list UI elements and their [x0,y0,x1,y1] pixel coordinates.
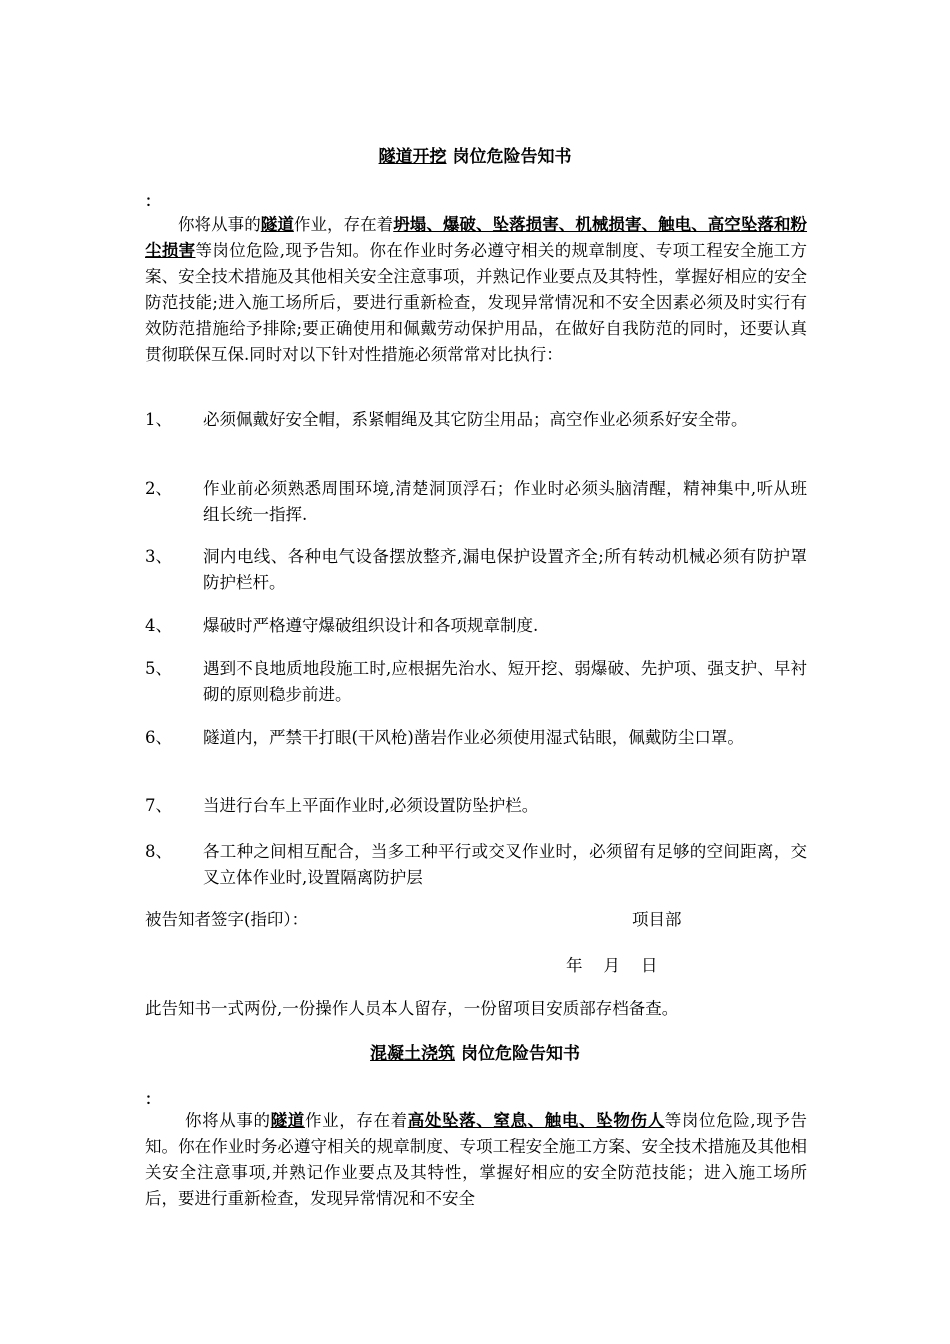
measure-number: 5、 [145,659,172,678]
measure-item [145,476,807,528]
intro-paragraph [145,1108,807,1212]
hazard-list: 坍塌、爆破、坠落损害、机械损害、触电、高空坠落和粉尘损害 [145,215,808,260]
measure-text: 爆破时严格遵守爆破组织设计和各项规章制度. [203,616,539,635]
measure-item [145,613,807,639]
notice-title [145,1042,805,1066]
measure-number: 8、 [145,842,172,861]
job-name: 隧道 [270,1111,305,1130]
intro-text-d: 等岗位危险,现予告知。你在作业时务必遵守相关的规章制度、专项工程安全施工方案、安全技术措施及其他相关安全注意事项,并熟记作业要点及其特性，掌握好相应的安全防范技能；进入施工场所后，要进行重新检查，发现异常情况和不安全 [145,1111,808,1208]
intro-text-c: 作业，存在着 [304,1111,408,1130]
measure-text: 作业前必须熟悉周围环境,清楚洞顶浮石；作业时必须头脑清醒，精神集中,听从班组长统一指挥. [203,479,807,524]
measure-item [145,725,807,751]
addressee-colon: ： [145,1090,161,1108]
job-name: 隧道 [260,215,294,234]
measure-number: 3、 [145,547,172,566]
measure-text: 隧道内，严禁干打眼(干风枪)凿岩作业必须使用湿式钻眼，佩戴防尘口罩。 [203,728,744,747]
measure-number: 6、 [145,728,172,747]
notice-title [145,145,805,169]
intro-text-d: 等岗位危险,现予告知。你在作业时务必遵守相关的规章制度、专项工程安全施工方案、安全技术措施及其他相关安全注意事项，并熟记作业要点及其特性，掌握好相应的安全防范技能;进入施工场所后，要进行重新检查，发现异常情况和不安全因素必须及时实行有效防范措施给予排除;要正确使用和佩戴劳动保护用品，在做好自我防范的同时，还要认真贯彻联保互保.同时对以下针对性措施必须常常对比执行： [145,241,808,364]
intro-text-a: 你将从事的 [178,215,261,234]
measure-text: 遇到不良地质地段施工时,应根据先治水、短开挖、弱爆破、先护项、强支护、早衬砌的原则稳步前进。 [203,659,807,704]
intro-text-c: 作业，存在着 [293,215,394,234]
measure-number: 2、 [145,479,172,498]
measure-text: 当进行台车上平面作业时,必须设置防坠护栏。 [203,796,539,815]
intro-paragraph [145,212,807,368]
measure-item [145,839,807,891]
measure-text: 洞内电线、各种电气设备摆放整齐,漏电保护设置齐全;所有转动机械必须有防护罩防护栏杆。 [203,547,807,592]
measure-item [145,407,807,433]
hazard-list: 高处坠落、窒息、触电、坠物伤人 [407,1111,665,1130]
copies-note: 此告知书一式两份,一份操作人员本人留存，一份留项目安质部存档备查。 [145,999,679,1018]
intro-text-a: 你将从事的 [185,1111,271,1130]
date-line: 年 月 日 [566,956,658,975]
measure-item [145,656,807,708]
measure-number: 7、 [145,796,172,815]
project-department: 项目部 [632,910,682,929]
notice-title-job: 混凝土浇筑 [370,1044,456,1064]
notice-title-suffix: 岗位危险告知书 [446,147,572,167]
signature-label: 被告知者签字(指印）： [145,910,309,929]
measure-text: 必须佩戴好安全帽，系紧帽绳及其它防尘用品；高空作业必须系好安全带。 [203,410,748,429]
measure-item [145,544,807,596]
measure-text: 各工种之间相互配合，当多工种平行或交叉作业时，必须留有足够的空间距离，交叉立体作业时,设置隔离防护层 [203,842,807,887]
addressee-colon: ： [145,192,161,210]
notice-title-job: 隧道开挖 [378,147,447,167]
notice-title-suffix: 岗位危险告知书 [455,1044,580,1064]
measure-item [145,793,807,819]
measure-number: 4、 [145,616,172,635]
measure-number: 1、 [145,410,172,429]
